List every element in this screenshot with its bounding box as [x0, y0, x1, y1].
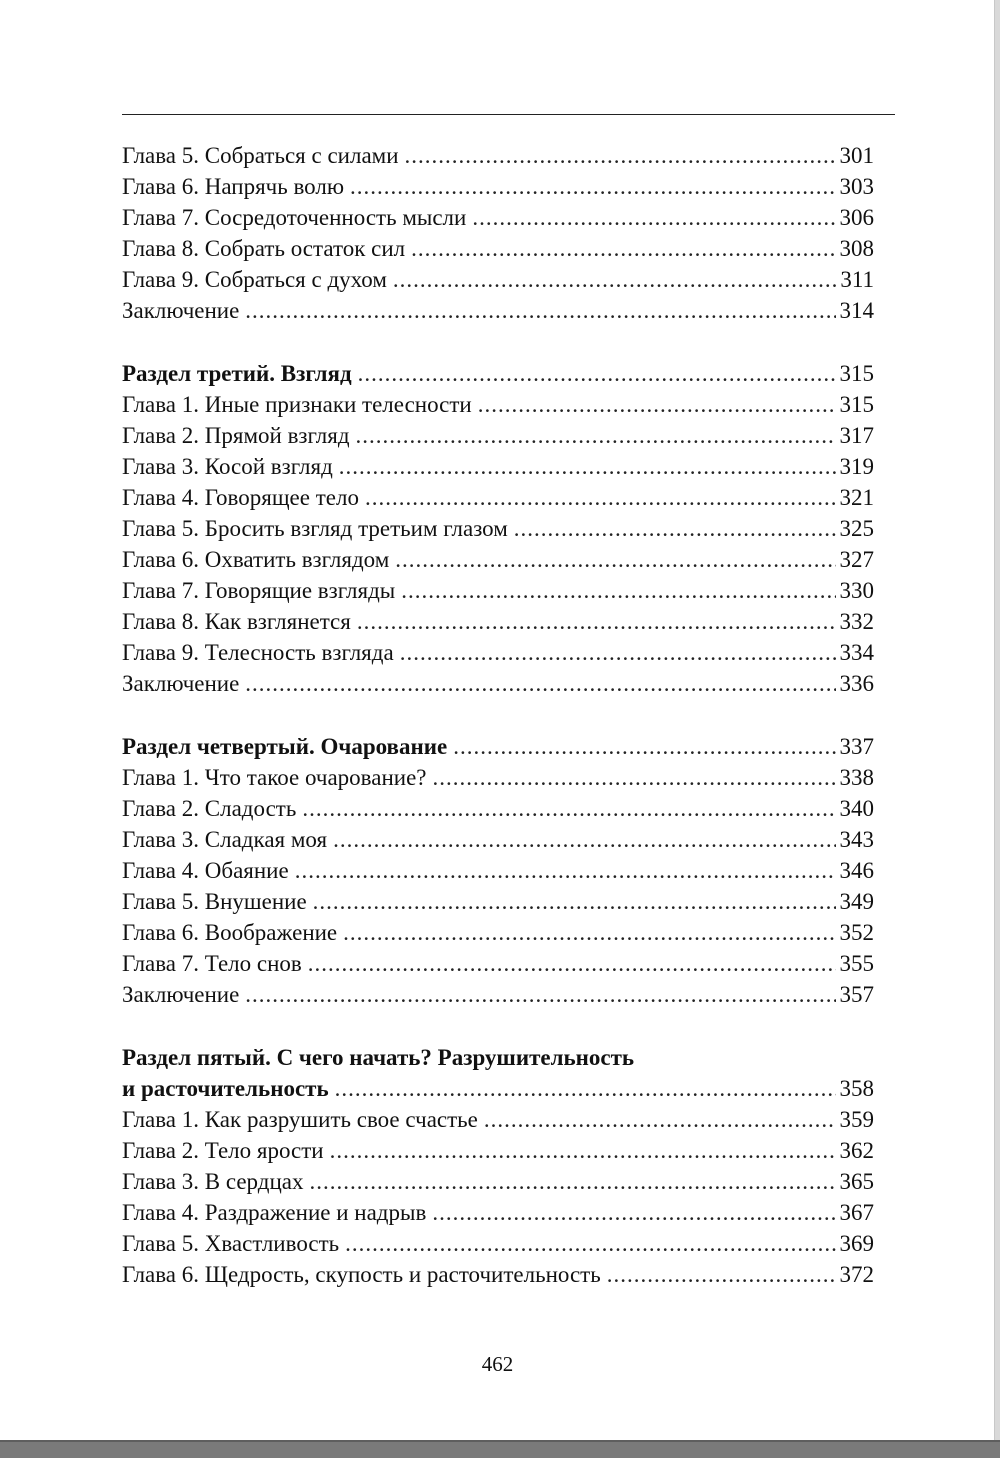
dot-leader	[343, 917, 835, 948]
toc-entry-page: 327	[839, 547, 874, 572]
viewer-edge-bottom	[0, 1440, 1000, 1458]
toc-entry	[122, 855, 874, 886]
dot-leader	[395, 544, 835, 575]
toc-section-title: Раздел четвертый. Очарование	[122, 734, 448, 759]
dot-leader	[350, 171, 835, 202]
toc-section-page: 315	[839, 361, 874, 386]
dot-leader	[313, 886, 836, 917]
toc-entry	[122, 233, 874, 264]
toc-entry	[122, 1259, 874, 1290]
toc-entry-title: Глава 2. Прямой взгляд	[122, 423, 350, 448]
dot-leader	[478, 389, 836, 420]
toc-entry-page: 336	[839, 671, 874, 696]
toc-entry-title: Глава 7. Тело снов	[122, 951, 302, 976]
toc-section-title: Раздел третий. Взгляд	[122, 361, 352, 386]
dot-leader	[309, 1166, 835, 1197]
toc-entry	[122, 544, 874, 575]
toc-entry-page: 359	[839, 1107, 874, 1132]
dot-leader	[357, 606, 836, 637]
toc-entry-title: Глава 8. Как взглянется	[122, 609, 351, 634]
toc-entry-title: Глава 9. Телесность взгляда	[122, 640, 394, 665]
dot-leader	[401, 575, 835, 606]
toc-entry	[122, 1104, 874, 1135]
toc-entry-title: Глава 5. Собраться с силами	[122, 143, 399, 168]
toc-entry-page: 334	[839, 640, 874, 665]
toc-entry	[122, 1228, 874, 1259]
toc-entry-title: Глава 8. Собрать остаток сил	[122, 236, 406, 261]
dot-leader	[339, 451, 836, 482]
page-number: 462	[481, 1352, 514, 1376]
toc-entry-page: 315	[839, 392, 874, 417]
toc-entry-page: 340	[839, 796, 874, 821]
toc-entry-page: 303	[839, 174, 874, 199]
toc-entry-title: Глава 3. Сладкая моя	[122, 827, 328, 852]
toc-entry-title: Глава 4. Раздражение и надрыв	[122, 1200, 427, 1225]
section-gap	[122, 699, 874, 731]
toc-entry	[122, 202, 874, 233]
toc-entry	[122, 1197, 874, 1228]
toc-entry-page: 321	[839, 485, 874, 510]
toc-entry-title: Глава 5. Внушение	[122, 889, 307, 914]
toc-entry	[122, 793, 874, 824]
toc-entry	[122, 420, 874, 451]
dot-leader	[302, 793, 835, 824]
toc-entry-page: 369	[839, 1231, 874, 1256]
toc-entry	[122, 979, 874, 1010]
toc-entry-page: 338	[839, 765, 874, 790]
toc-entry-page: 308	[839, 236, 874, 261]
toc-entry-title: Глава 1. Что такое очарование?	[122, 765, 427, 790]
dot-leader	[484, 1104, 836, 1135]
toc-entry-title: Глава 5. Хвастливость	[122, 1231, 340, 1256]
toc-entry-page: 349	[839, 889, 874, 914]
toc-entry-page: 330	[839, 578, 874, 603]
dot-leader	[330, 1135, 836, 1166]
toc-entry-page: 357	[839, 982, 874, 1007]
toc-entry-page: 306	[839, 205, 874, 230]
toc-entry-page: 355	[839, 951, 874, 976]
toc-entry	[122, 668, 874, 699]
dot-leader	[405, 140, 836, 171]
toc-entry-title: Заключение	[122, 671, 240, 696]
section-gap	[122, 326, 874, 358]
dot-leader	[358, 358, 836, 389]
toc-entry-page: 346	[839, 858, 874, 883]
toc-entry-title: Глава 7. Говорящие взгляды	[122, 578, 396, 603]
toc-entry	[122, 886, 874, 917]
toc-entry-page: 301	[839, 143, 874, 168]
toc-entry	[122, 917, 874, 948]
dot-leader	[333, 824, 835, 855]
toc-entry-title: Глава 2. Тело ярости	[122, 1138, 324, 1163]
toc-entry	[122, 264, 874, 295]
toc-entry	[122, 451, 874, 482]
toc-entry-title: Глава 1. Иные признаки телесности	[122, 392, 472, 417]
dot-leader	[345, 1228, 835, 1259]
toc-entry-title: Глава 4. Обаяние	[122, 858, 289, 883]
dot-leader	[295, 855, 836, 886]
dot-leader	[472, 202, 835, 233]
toc-entry-title: Глава 3. Косой взгляд	[122, 454, 333, 479]
toc-entry-page: 311	[840, 267, 874, 292]
toc-entry-title: Заключение	[122, 982, 240, 1007]
toc-entry-page: 365	[839, 1169, 874, 1194]
dot-leader	[335, 1073, 836, 1104]
toc-entry-title: Глава 5. Бросить взгляд третьим глазом	[122, 516, 508, 541]
toc-entry-page: 314	[839, 298, 874, 323]
dot-leader	[245, 295, 835, 326]
toc-entry-title: Глава 9. Собраться с духом	[122, 267, 387, 292]
dot-leader	[365, 482, 836, 513]
toc-entry-page: 372	[839, 1262, 874, 1287]
toc-section-title: и расточительность	[122, 1076, 329, 1101]
toc-entry	[122, 389, 874, 420]
dot-leader	[308, 948, 836, 979]
toc-entry-page: 325	[839, 516, 874, 541]
dot-leader	[356, 420, 836, 451]
toc-entry	[122, 140, 874, 171]
toc-entry	[122, 295, 874, 326]
section-gap	[122, 1010, 874, 1042]
toc-entry-page: 332	[839, 609, 874, 634]
header-rule	[122, 114, 895, 115]
toc-section-page: 358	[839, 1076, 874, 1101]
toc-entry-page: 317	[839, 423, 874, 448]
toc-entry-title: Глава 4. Говорящее тело	[122, 485, 359, 510]
toc-entry-title: Глава 3. В сердцах	[122, 1169, 304, 1194]
toc-entry-title: Глава 6. Напрячь волю	[122, 174, 345, 199]
dot-leader	[432, 1197, 835, 1228]
toc-entry-title: Глава 1. Как разрушить свое счастье	[122, 1107, 478, 1132]
toc-entry	[122, 1166, 874, 1197]
dot-leader	[514, 513, 836, 544]
dot-leader	[245, 668, 835, 699]
toc-entry-page: 319	[839, 454, 874, 479]
toc-entry-page: 367	[839, 1200, 874, 1225]
toc-entry-title: Глава 6. Охватить взглядом	[122, 547, 390, 572]
dot-leader	[400, 637, 836, 668]
toc-entry	[122, 513, 874, 544]
table-of-contents	[122, 140, 874, 1290]
toc-entry-page: 352	[839, 920, 874, 945]
toc-entry	[122, 482, 874, 513]
toc-section-title: Раздел пятый. С чего начать? Разрушительность	[122, 1045, 635, 1070]
toc-section-heading-line2	[122, 1073, 874, 1104]
toc-section-heading	[122, 731, 874, 762]
toc-entry-page: 362	[839, 1138, 874, 1163]
toc-entry	[122, 762, 874, 793]
toc-entry	[122, 637, 874, 668]
dot-leader	[453, 731, 835, 762]
toc-section-page: 337	[839, 734, 874, 759]
toc-entry	[122, 824, 874, 855]
toc-entry-title: Глава 2. Сладость	[122, 796, 297, 821]
dot-leader	[245, 979, 835, 1010]
dot-leader	[607, 1259, 836, 1290]
toc-entry-page: 343	[839, 827, 874, 852]
toc-entry-title: Глава 6. Воображение	[122, 920, 338, 945]
toc-section-heading-line1	[122, 1042, 874, 1073]
toc-entry-title: Глава 7. Сосредоточенность мысли	[122, 205, 467, 230]
toc-entry	[122, 606, 874, 637]
toc-entry-title: Заключение	[122, 298, 240, 323]
toc-section-heading	[122, 358, 874, 389]
toc-entry	[122, 171, 874, 202]
toc-entry-title: Глава 6. Щедрость, скупость и расточительность	[122, 1262, 601, 1287]
dot-leader	[411, 233, 835, 264]
viewer-edge-right	[994, 0, 1000, 1458]
toc-entry	[122, 948, 874, 979]
toc-entry	[122, 575, 874, 606]
dot-leader	[393, 264, 836, 295]
toc-entry	[122, 1135, 874, 1166]
dot-leader	[432, 762, 835, 793]
